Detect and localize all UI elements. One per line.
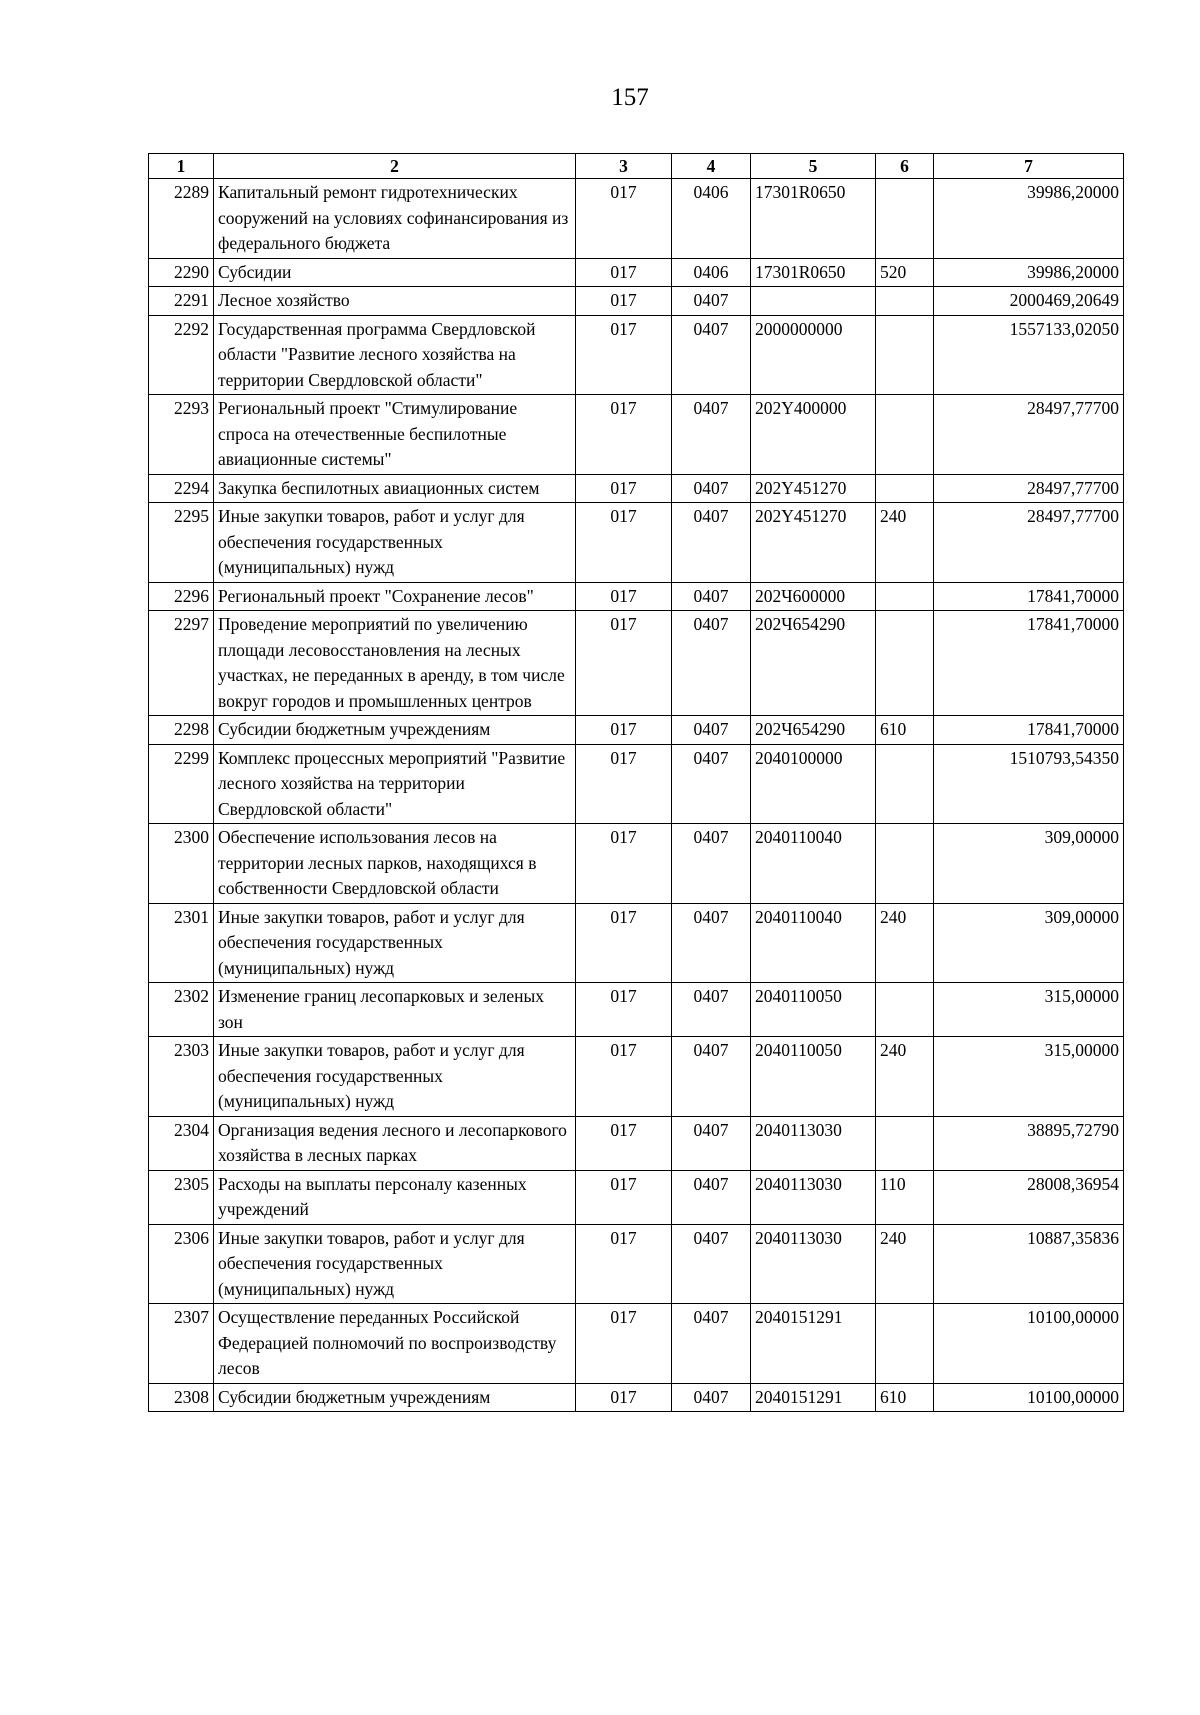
row-number-cell: 2304 xyxy=(149,1116,214,1170)
column-header: 1 xyxy=(149,154,214,179)
page-number: 157 xyxy=(611,84,649,111)
item-name-cell: Субсидии бюджетным учреждениям xyxy=(214,1383,576,1412)
table-row xyxy=(149,744,1124,824)
target-article-cell: 2040151291 xyxy=(751,1383,876,1412)
row-number-cell: 2292 xyxy=(149,315,214,395)
item-name-cell: Иные закупки товаров, работ и услуг для обеспечения государственных (муниципальных) нужд xyxy=(214,903,576,983)
amount-cell: 17841,70000 xyxy=(934,582,1124,611)
target-article-cell: 202Y451270 xyxy=(751,503,876,583)
amount-cell: 10100,00000 xyxy=(934,1383,1124,1412)
ministry-code-cell: 017 xyxy=(576,1383,672,1412)
target-article-cell: 2040113030 xyxy=(751,1170,876,1224)
section-code-cell: 0406 xyxy=(672,258,751,287)
amount-cell: 10887,35836 xyxy=(934,1224,1124,1304)
section-code-cell: 0407 xyxy=(672,1116,751,1170)
target-article-cell: 2040113030 xyxy=(751,1224,876,1304)
table-row xyxy=(149,716,1124,745)
item-name-cell: Организация ведения лесного и лесопаркового хозяйства в лесных парках xyxy=(214,1116,576,1170)
target-article-cell: 202Ч600000 xyxy=(751,582,876,611)
target-article-cell: 2040110040 xyxy=(751,903,876,983)
item-name-cell: Иные закупки товаров, работ и услуг для обеспечения государственных (муниципальных) нужд xyxy=(214,1224,576,1304)
target-article-cell: 2000000000 xyxy=(751,315,876,395)
target-article-cell: 17301R0650 xyxy=(751,179,876,259)
target-article-cell: 202Y451270 xyxy=(751,474,876,503)
item-name-cell: Закупка беспилотных авиационных систем xyxy=(214,474,576,503)
amount-cell: 28497,77700 xyxy=(934,474,1124,503)
ministry-code-cell: 017 xyxy=(576,474,672,503)
expense-type-cell: 240 xyxy=(876,1037,934,1117)
ministry-code-cell: 017 xyxy=(576,611,672,716)
row-number-cell: 2302 xyxy=(149,983,214,1037)
column-header: 7 xyxy=(934,154,1124,179)
section-code-cell: 0407 xyxy=(672,611,751,716)
expense-type-cell: 240 xyxy=(876,903,934,983)
row-number-cell: 2308 xyxy=(149,1383,214,1412)
amount-cell: 315,00000 xyxy=(934,1037,1124,1117)
item-name-cell: Капитальный ремонт гидротехнических сооружений на условиях софинансирования из федерального бюджета xyxy=(214,179,576,259)
table-row xyxy=(149,1304,1124,1384)
column-header: 6 xyxy=(876,154,934,179)
ministry-code-cell: 017 xyxy=(576,315,672,395)
expense-type-cell xyxy=(876,744,934,824)
table-row xyxy=(149,1037,1124,1117)
table-row xyxy=(149,824,1124,904)
item-name-cell: Изменение границ лесопарковых и зеленых зон xyxy=(214,983,576,1037)
amount-cell: 17841,70000 xyxy=(934,611,1124,716)
section-code-cell: 0407 xyxy=(672,315,751,395)
table-row xyxy=(149,1116,1124,1170)
ministry-code-cell: 017 xyxy=(576,395,672,475)
amount-cell: 1557133,02050 xyxy=(934,315,1124,395)
expense-type-cell xyxy=(876,824,934,904)
expense-type-cell xyxy=(876,474,934,503)
row-number-cell: 2294 xyxy=(149,474,214,503)
ministry-code-cell: 017 xyxy=(576,179,672,259)
ministry-code-cell: 017 xyxy=(576,903,672,983)
table-row xyxy=(149,1224,1124,1304)
expense-type-cell: 240 xyxy=(876,1224,934,1304)
ministry-code-cell: 017 xyxy=(576,716,672,745)
section-code-cell: 0407 xyxy=(672,582,751,611)
row-number-cell: 2297 xyxy=(149,611,214,716)
target-article-cell: 2040110050 xyxy=(751,1037,876,1117)
item-name-cell: Региональный проект "Стимулирование спроса на отечественные беспилотные авиационные системы" xyxy=(214,395,576,475)
amount-cell: 10100,00000 xyxy=(934,1304,1124,1384)
row-number-cell: 2306 xyxy=(149,1224,214,1304)
row-number-cell: 2290 xyxy=(149,258,214,287)
ministry-code-cell: 017 xyxy=(576,1037,672,1117)
item-name-cell: Иные закупки товаров, работ и услуг для обеспечения государственных (муниципальных) нужд xyxy=(214,1037,576,1117)
expense-type-cell: 240 xyxy=(876,503,934,583)
table-row xyxy=(149,179,1124,259)
expense-type-cell xyxy=(876,315,934,395)
section-code-cell: 0407 xyxy=(672,1383,751,1412)
expense-type-cell xyxy=(876,287,934,316)
amount-cell: 38895,72790 xyxy=(934,1116,1124,1170)
row-number-cell: 2296 xyxy=(149,582,214,611)
amount-cell: 39986,20000 xyxy=(934,179,1124,259)
target-article-cell: 2040151291 xyxy=(751,1304,876,1384)
budget-table xyxy=(148,153,1124,1412)
amount-cell: 28008,36954 xyxy=(934,1170,1124,1224)
expense-type-cell xyxy=(876,179,934,259)
section-code-cell: 0407 xyxy=(672,744,751,824)
table-row xyxy=(149,395,1124,475)
expense-type-cell xyxy=(876,1304,934,1384)
row-number-cell: 2298 xyxy=(149,716,214,745)
section-code-cell: 0406 xyxy=(672,179,751,259)
amount-cell: 28497,77700 xyxy=(934,395,1124,475)
expense-type-cell: 610 xyxy=(876,1383,934,1412)
target-article-cell: 2040110050 xyxy=(751,983,876,1037)
row-number-cell: 2303 xyxy=(149,1037,214,1117)
section-code-cell: 0407 xyxy=(672,1170,751,1224)
ministry-code-cell: 017 xyxy=(576,1116,672,1170)
column-header: 5 xyxy=(751,154,876,179)
target-article-cell: 2040110040 xyxy=(751,824,876,904)
target-article-cell xyxy=(751,287,876,316)
ministry-code-cell: 017 xyxy=(576,1224,672,1304)
table-row xyxy=(149,1170,1124,1224)
row-number-cell: 2301 xyxy=(149,903,214,983)
row-number-cell: 2291 xyxy=(149,287,214,316)
section-code-cell: 0407 xyxy=(672,716,751,745)
ministry-code-cell: 017 xyxy=(576,744,672,824)
target-article-cell: 2040100000 xyxy=(751,744,876,824)
table-row xyxy=(149,258,1124,287)
amount-cell: 309,00000 xyxy=(934,824,1124,904)
table-row xyxy=(149,503,1124,583)
expense-type-cell: 110 xyxy=(876,1170,934,1224)
section-code-cell: 0407 xyxy=(672,903,751,983)
section-code-cell: 0407 xyxy=(672,824,751,904)
table-row xyxy=(149,983,1124,1037)
amount-cell: 315,00000 xyxy=(934,983,1124,1037)
table-row xyxy=(149,611,1124,716)
ministry-code-cell: 017 xyxy=(576,287,672,316)
expense-type-cell xyxy=(876,1116,934,1170)
expense-type-cell xyxy=(876,611,934,716)
expense-type-cell xyxy=(876,395,934,475)
item-name-cell: Обеспечение использования лесов на территории лесных парков, находящихся в собственности Свердловской области xyxy=(214,824,576,904)
target-article-cell: 202Y400000 xyxy=(751,395,876,475)
amount-cell: 28497,77700 xyxy=(934,503,1124,583)
ministry-code-cell: 017 xyxy=(576,1304,672,1384)
target-article-cell: 17301R0650 xyxy=(751,258,876,287)
row-number-cell: 2295 xyxy=(149,503,214,583)
section-code-cell: 0407 xyxy=(672,395,751,475)
item-name-cell: Проведение мероприятий по увеличению площади лесовосстановления на лесных участках, не переданных в аренду, в том числе вокруг городов и промышленных центров xyxy=(214,611,576,716)
section-code-cell: 0407 xyxy=(672,1304,751,1384)
table-row xyxy=(149,474,1124,503)
table-row xyxy=(149,287,1124,316)
amount-cell: 17841,70000 xyxy=(934,716,1124,745)
table-row xyxy=(149,582,1124,611)
ministry-code-cell: 017 xyxy=(576,503,672,583)
column-header: 2 xyxy=(214,154,576,179)
section-code-cell: 0407 xyxy=(672,1037,751,1117)
section-code-cell: 0407 xyxy=(672,287,751,316)
row-number-cell: 2305 xyxy=(149,1170,214,1224)
item-name-cell: Осуществление переданных Российской Федерацией полномочий по воспроизводству лесов xyxy=(214,1304,576,1384)
expense-type-cell: 520 xyxy=(876,258,934,287)
amount-cell: 2000469,20649 xyxy=(934,287,1124,316)
section-code-cell: 0407 xyxy=(672,983,751,1037)
row-number-cell: 2289 xyxy=(149,179,214,259)
item-name-cell: Региональный проект "Сохранение лесов" xyxy=(214,582,576,611)
target-article-cell: 202Ч654290 xyxy=(751,611,876,716)
ministry-code-cell: 017 xyxy=(576,824,672,904)
item-name-cell: Лесное хозяйство xyxy=(214,287,576,316)
table-body xyxy=(149,179,1124,1412)
column-header: 4 xyxy=(672,154,751,179)
row-number-cell: 2300 xyxy=(149,824,214,904)
table-row xyxy=(149,1383,1124,1412)
target-article-cell: 202Ч654290 xyxy=(751,716,876,745)
item-name-cell: Субсидии xyxy=(214,258,576,287)
item-name-cell: Субсидии бюджетным учреждениям xyxy=(214,716,576,745)
table-row xyxy=(149,903,1124,983)
section-code-cell: 0407 xyxy=(672,1224,751,1304)
row-number-cell: 2293 xyxy=(149,395,214,475)
item-name-cell: Комплекс процессных мероприятий "Развитие лесного хозяйства на территории Свердловской области" xyxy=(214,744,576,824)
amount-cell: 1510793,54350 xyxy=(934,744,1124,824)
ministry-code-cell: 017 xyxy=(576,582,672,611)
expense-type-cell: 610 xyxy=(876,716,934,745)
target-article-cell: 2040113030 xyxy=(751,1116,876,1170)
column-header: 3 xyxy=(576,154,672,179)
table-row xyxy=(149,315,1124,395)
section-code-cell: 0407 xyxy=(672,503,751,583)
item-name-cell: Иные закупки товаров, работ и услуг для обеспечения государственных (муниципальных) нужд xyxy=(214,503,576,583)
ministry-code-cell: 017 xyxy=(576,1170,672,1224)
amount-cell: 309,00000 xyxy=(934,903,1124,983)
item-name-cell: Расходы на выплаты персоналу казенных учреждений xyxy=(214,1170,576,1224)
section-code-cell: 0407 xyxy=(672,474,751,503)
table-header-row xyxy=(149,154,1124,179)
item-name-cell: Государственная программа Свердловской области "Развитие лесного хозяйства на территории Свердловской области" xyxy=(214,315,576,395)
amount-cell: 39986,20000 xyxy=(934,258,1124,287)
ministry-code-cell: 017 xyxy=(576,983,672,1037)
row-number-cell: 2299 xyxy=(149,744,214,824)
expense-type-cell xyxy=(876,983,934,1037)
ministry-code-cell: 017 xyxy=(576,258,672,287)
expense-type-cell xyxy=(876,582,934,611)
row-number-cell: 2307 xyxy=(149,1304,214,1384)
